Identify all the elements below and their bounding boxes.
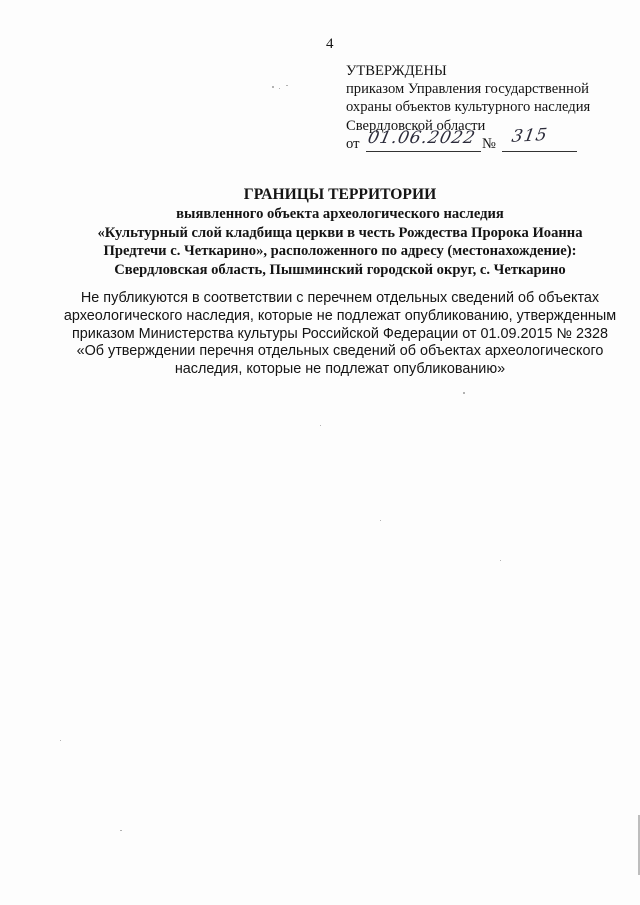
scan-speck [272,86,274,88]
document-title: ГРАНИЦЫ ТЕРРИТОРИИ [243,186,437,203]
title-line: Свердловская область, Пышминский городской округ, с. Четкарино [114,261,566,278]
body-line: наследия, которые не подлежат опубликованию» [174,361,506,378]
title-line: «Культурный слой кладбища церкви в честь Рождества Пророка Иоанна [97,224,583,241]
handwritten-number: 315 [510,124,550,147]
page-number: 4 [326,36,334,52]
date-prefix: от [346,135,360,152]
body-line: приказом Министерства культуры Российской Федерации от 01.09.2015 № 2328 [71,325,608,342]
approval-line: охраны объектов культурного наследия [346,99,591,116]
scan-speck [320,425,321,426]
scan-speck [60,740,61,741]
approval-block [346,62,636,157]
body-paragraph [55,290,625,379]
date-field [366,129,481,152]
title-line: выявленного объекта археологического наследия [176,206,504,222]
scan-speck [463,392,465,394]
approval-heading: УТВЕРЖДЕНЫ [346,63,447,79]
scan-speck [380,520,381,521]
scan-speck [500,560,501,561]
scan-speck [279,88,280,89]
scan-speck [120,830,122,831]
scan-speck [286,85,288,86]
title-line: Предтечи с. Четкарино», расположенного по адресу (местонахождение): [103,243,577,259]
body-line: «Об утверждении перечня отдельных сведений об объектах археологического [76,343,604,360]
title-block [70,185,610,279]
number-field [502,124,577,152]
approval-line: Свердловской области [346,117,486,134]
approval-line: приказом Управления государственной [346,81,589,98]
body-line: Не публикуются в соответствии с перечнем отдельных сведений об объектах [80,290,600,306]
body-line: археологического наследия, которые не подлежат опубликованию, утвержденным [63,307,617,324]
handwritten-date: 01.06.2022 [365,127,478,148]
number-prefix: № [482,135,496,152]
